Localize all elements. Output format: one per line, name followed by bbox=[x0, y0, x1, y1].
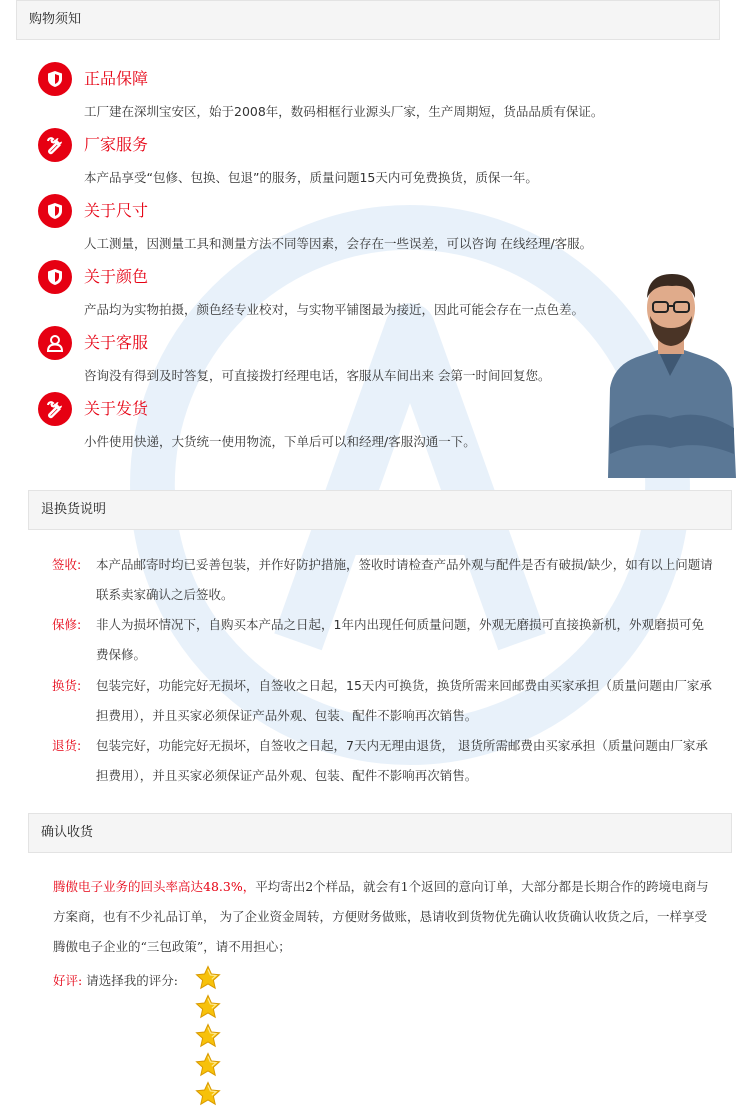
notice-title: 正品保障 bbox=[84, 69, 149, 88]
section-title: 购物须知 bbox=[29, 12, 82, 27]
user-icon bbox=[38, 326, 72, 360]
notice-title: 关于颜色 bbox=[84, 267, 149, 286]
policy-label: 签收: bbox=[52, 557, 82, 572]
section-title: 确认收货 bbox=[41, 825, 94, 840]
policy-label: 换货: bbox=[52, 678, 82, 693]
wrench-icon bbox=[38, 128, 72, 162]
shield-icon bbox=[38, 62, 72, 96]
policy-text: 包装完好，功能完好无损坏，自签收之日起，7天内无理由退货， 退货所需邮费由买家承担（质量问题由厂家承担费用），并且买家必须保证产品外观、包装、配件不影响再次销售。 bbox=[96, 738, 708, 783]
notice-description: 人工测量，因测量工具和测量方法不同等因素，会存在一些误差，可以咨询 在线经理/客服。 bbox=[84, 236, 593, 251]
customer-service-man-image bbox=[600, 268, 742, 478]
rating-label-red: 好评: bbox=[53, 973, 83, 988]
section-header-returns bbox=[28, 490, 732, 530]
section-header-confirm bbox=[28, 813, 732, 853]
notice-title: 厂家服务 bbox=[84, 135, 149, 154]
star-icon[interactable] bbox=[195, 1023, 221, 1049]
star-icon[interactable] bbox=[195, 1081, 221, 1107]
section-title: 退换货说明 bbox=[41, 502, 107, 517]
notice-title: 关于尺寸 bbox=[84, 201, 149, 220]
wrench-icon bbox=[38, 392, 72, 426]
star-icon[interactable] bbox=[195, 1052, 221, 1078]
policy-text: 非人为损坏情况下，自购买本产品之日起，1年内出现任何质量问题，外观无磨损可直接换新机，外观磨损可免费保修。 bbox=[96, 617, 704, 662]
confirm-paragraph bbox=[53, 872, 715, 962]
section-header-shopping-notice bbox=[16, 0, 720, 40]
policy-label: 保修: bbox=[52, 617, 82, 632]
confirm-highlight: 腾傲电子业务的回头率高达48.3%， bbox=[53, 879, 256, 894]
star-icon[interactable] bbox=[195, 965, 221, 991]
rating-label-text: 请选择我的评分: bbox=[86, 973, 178, 988]
star-rating[interactable] bbox=[195, 965, 225, 1110]
notice-description: 产品均为实物拍摄，颜色经专业校对，与实物平铺图最为接近，因此可能会存在一点色差。 bbox=[84, 302, 585, 317]
notice-description: 小件使用快递，大货统一使用物流，下单后可以和经理/客服沟通一下。 bbox=[84, 434, 476, 449]
star-icon[interactable] bbox=[195, 994, 221, 1020]
notice-title: 关于发货 bbox=[84, 399, 149, 418]
shield-icon bbox=[38, 260, 72, 294]
notice-title: 关于客服 bbox=[84, 333, 149, 352]
notice-description: 咨询没有得到及时答复，可直接拨打经理电话，客服从车间出来 会第一时间回复您。 bbox=[84, 368, 551, 383]
notice-description: 工厂建在深圳宝安区，始于2008年，数码相框行业源头厂家，生产周期短，货品品质有保证。 bbox=[84, 104, 604, 119]
policy-text: 本产品邮寄时均已妥善包装，并作好防护措施，签收时请检查产品外观与配件是否有破损/缺少，如有以上问题请联系卖家确认之后签收。 bbox=[96, 557, 713, 602]
confirm-body: 平均寄出2个样品，就会有1个返回的意向订单，大部分都是长期合作的跨境电商与方案商，也有不少礼品订单， 为了企业资金周转，方便财务做账，恳请收到货物优先确认收货确认收货之后，一样享受腾傲电子企业的“三包政策”，请不用担心； bbox=[53, 879, 709, 954]
rating-label bbox=[53, 971, 178, 989]
policy-label: 退货: bbox=[52, 738, 82, 753]
notice-description: 本产品享受“包修、包换、包退”的服务，质量问题15天内可免费换货，质保一年。 bbox=[84, 170, 538, 185]
shield-icon bbox=[38, 194, 72, 228]
policy-text: 包装完好，功能完好无损坏，自签收之日起，15天内可换货，换货所需来回邮费由买家承担（质量问题由厂家承担费用），并且买家必须保证产品外观、包装、配件不影响再次销售。 bbox=[96, 678, 712, 723]
